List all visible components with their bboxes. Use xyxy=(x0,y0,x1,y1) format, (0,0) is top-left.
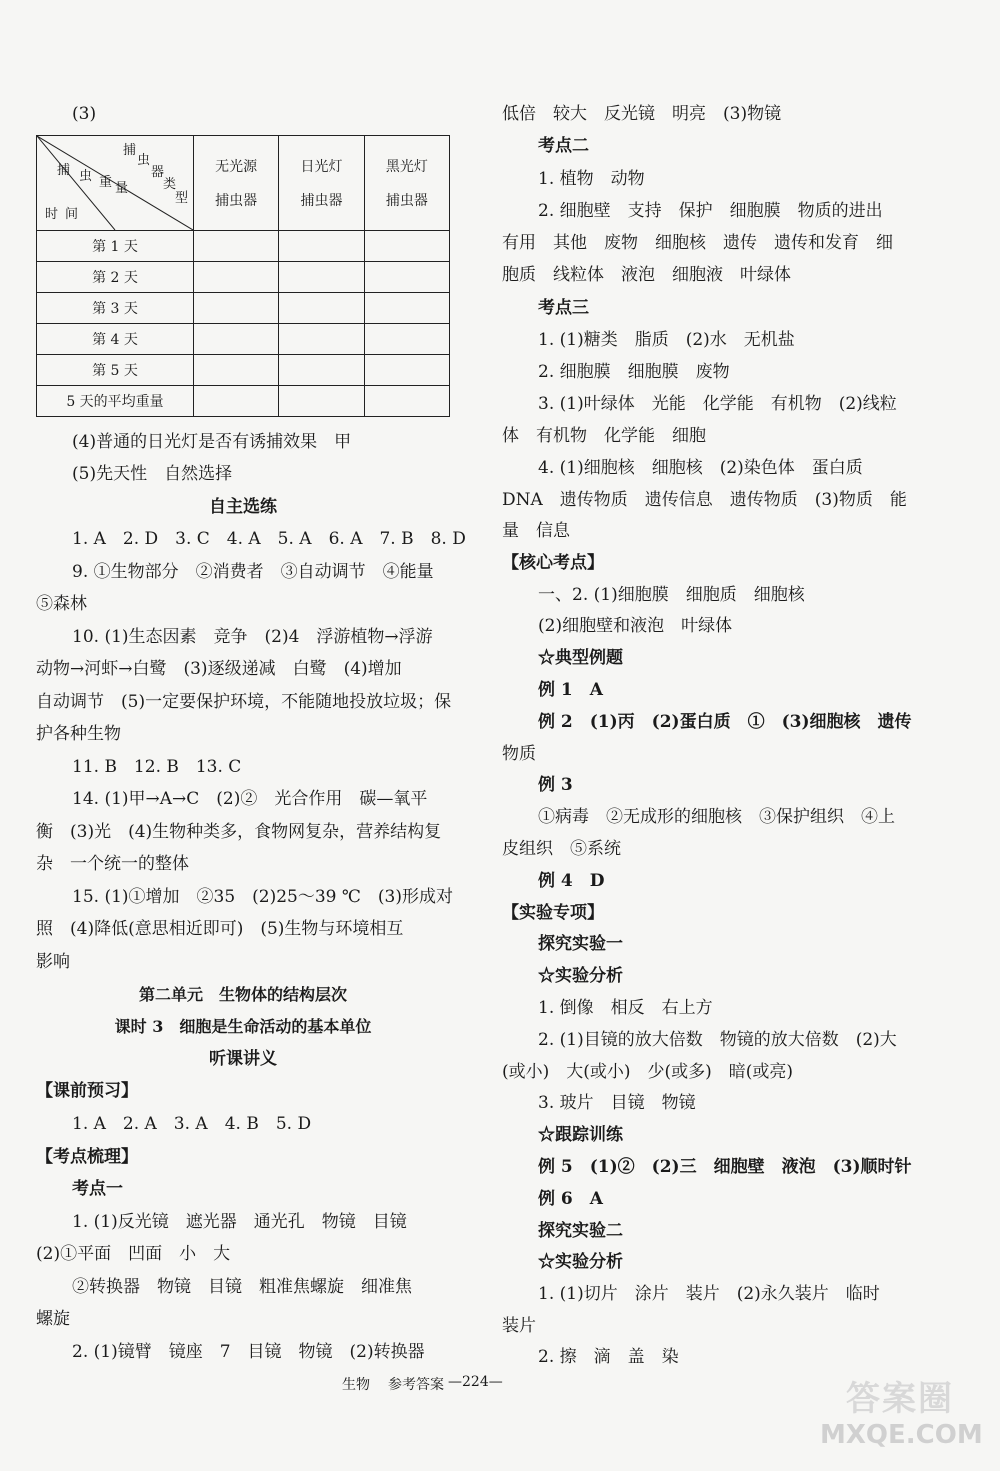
answer-line: 2. (1)目镜的放大倍数 物镜的放大倍数 (2)大 xyxy=(538,1030,897,1050)
answer-line: 皮组织 ⑤系统 xyxy=(502,839,621,859)
answer-line: DNA 遗传物质 遗传信息 遗传物质 (3)物质 能 xyxy=(502,490,907,510)
answer-line: 影响 xyxy=(36,952,70,972)
diag-label: 捕 xyxy=(123,143,137,158)
answer-line: 1. (1)切片 涂片 装片 (2)永久装片 临时 xyxy=(538,1284,880,1304)
answer-line: (4)普通的日光灯是否有诱捕效果 甲 xyxy=(72,432,352,452)
bracket-heading: 【核心考点】 xyxy=(502,553,604,573)
subheading: ☆典型例题 xyxy=(538,648,623,668)
answer-line: 装片 xyxy=(502,1316,536,1336)
answer-line: (2)细胞壁和液泡 叶绿体 xyxy=(538,616,733,636)
diag-label: 虫 xyxy=(137,153,151,168)
example-line: 例 4 D xyxy=(538,871,605,891)
subheading: ☆跟踪训练 xyxy=(538,1125,623,1145)
bracket-heading: 【实验专项】 xyxy=(502,903,604,923)
diag-label: 型 xyxy=(175,191,189,206)
table-row: 第 3 天 xyxy=(37,293,450,324)
answer-line: 螺旋 xyxy=(36,1309,70,1329)
example-line: 例 1 A xyxy=(538,680,603,700)
page-number: —224— xyxy=(448,1374,503,1390)
answer-line: (5)先天性 自然选择 xyxy=(72,464,233,484)
answer-line: 4. (1)细胞核 细胞核 (2)染色体 蛋白质 xyxy=(538,458,863,478)
lesson-heading: 课时 3 细胞是生命活动的基本单位 xyxy=(114,1017,372,1036)
answer-line: 9. ①生物部分 ②消费者 ③自动调节 ④能量 xyxy=(72,562,434,582)
diag-label: 器 xyxy=(151,165,165,180)
table-row: 第 5 天 xyxy=(37,355,450,386)
diag-label: 量 xyxy=(115,181,129,196)
subheading: 探究实验二 xyxy=(538,1221,623,1241)
table-row: 5 天的平均重量 xyxy=(37,386,450,417)
diagonal-header-cell xyxy=(37,136,194,231)
subheading: 考点一 xyxy=(72,1179,123,1199)
subheading: ☆实验分析 xyxy=(538,966,623,986)
answer-line: 11. B 12. B 13. C xyxy=(72,757,242,777)
watermark-url: MXQE.COM xyxy=(820,1420,983,1450)
answer-line: 14. (1)甲→A→C (2)② 光合作用 碳—氧平 xyxy=(72,789,428,809)
table-row: 第 2 天 xyxy=(37,262,450,293)
header-blacklight: 黑光灯 捕虫器 xyxy=(364,136,449,231)
answer-line: 衡 (3)光 (4)生物种类多，食物网复杂，营养结构复 xyxy=(36,822,442,842)
example-line: 例 6 A xyxy=(538,1189,603,1209)
answer-line: 2. 细胞膜 细胞膜 废物 xyxy=(538,362,730,382)
trap-data-table xyxy=(36,135,450,417)
diag-label: 间 xyxy=(65,207,79,222)
answer-line: 1. (1)糖类 脂质 (2)水 无机盐 xyxy=(538,330,795,350)
diag-label: 捕 xyxy=(57,163,71,178)
subheading: 考点二 xyxy=(538,136,589,156)
header-daylight: 日光灯 捕虫器 xyxy=(279,136,364,231)
diag-label: 类 xyxy=(163,177,177,192)
answer-line: 体 有机物 化学能 细胞 xyxy=(502,426,706,446)
section-heading: 听课讲义 xyxy=(209,1049,277,1069)
answer-line: ①病毒 ②无成形的细胞核 ③保护组织 ④上 xyxy=(538,807,895,827)
answer-line: 一、2. (1)细胞膜 细胞质 细胞核 xyxy=(538,585,805,605)
unit-heading: 第二单元 生物体的结构层次 xyxy=(138,985,347,1004)
example-line: 例 5 (1)② (2)三 细胞壁 液泡 (3)顺时针 xyxy=(538,1157,912,1177)
diag-label: 虫 xyxy=(79,169,93,184)
answer-line: 1. A 2. A 3. A 4. B 5. D xyxy=(72,1114,312,1134)
footer-section: 参考答案 xyxy=(388,1377,444,1393)
subheading: 探究实验一 xyxy=(538,934,623,954)
watermark-logo xyxy=(820,1371,983,1457)
answer-line: 动物→河虾→白鹭 (3)逐级递减 白鹭 (4)增加 xyxy=(36,659,402,679)
answer-line: 量 信息 xyxy=(502,521,570,541)
answer-line: 有用 其他 废物 细胞核 遗传 遗传和发育 细 xyxy=(502,233,893,253)
answer-line: 照 (4)降低(意思相近即可) (5)生物与环境相互 xyxy=(36,919,404,939)
subheading: 考点三 xyxy=(538,298,589,318)
answer-line: 2. (1)镜臂 镜座 7 目镜 物镜 (2)转换器 xyxy=(72,1342,425,1362)
subheading: ☆实验分析 xyxy=(538,1252,623,1272)
answer-line: 1. A 2. D 3. C 4. A 5. A 6. A 7. B 8. D xyxy=(72,529,466,549)
answer-line: 杂 一个统一的整体 xyxy=(36,854,189,874)
bracket-heading: 【考点梳理】 xyxy=(36,1147,138,1167)
header-no-light: 无光源 捕虫器 xyxy=(194,136,279,231)
answer-line: ②转换器 物镜 目镜 粗准焦螺旋 细准焦 xyxy=(72,1277,412,1297)
diag-label: 时 xyxy=(45,207,59,222)
answer-line: 物质 xyxy=(502,744,536,764)
answer-line: 护各种生物 xyxy=(36,724,121,744)
answer-line: 3. 玻片 目镜 物镜 xyxy=(538,1093,696,1113)
answer-line: 1. 植物 动物 xyxy=(538,169,645,189)
watermark-text: 答案圈 xyxy=(846,1379,954,1419)
answer-line: (或小) 大(或小) 少(或多) 暗(或亮) xyxy=(502,1062,794,1082)
answer-line: 低倍 较大 反光镜 明亮 (3)物镜 xyxy=(502,104,782,124)
diag-label: 重 xyxy=(99,175,113,190)
table-row: 第 1 天 xyxy=(37,231,450,262)
answer-line: 10. (1)生态因素 竞争 (2)4 浮游植物→浮游 xyxy=(72,627,433,647)
table-caption: (3) xyxy=(72,104,97,124)
bracket-heading: 【课前预习】 xyxy=(36,1081,138,1101)
example-line: 例 2 (1)丙 (2)蛋白质 ① (3)细胞核 遗传 xyxy=(538,712,912,732)
answer-line: 2. 细胞壁 支持 保护 细胞膜 物质的进出 xyxy=(538,201,883,221)
answer-line: 胞质 线粒体 液泡 细胞液 叶绿体 xyxy=(502,265,791,285)
answer-line: 1. 倒像 相反 右上方 xyxy=(538,998,713,1018)
table-row: 第 4 天 xyxy=(37,324,450,355)
section-heading: 自主选练 xyxy=(209,497,277,517)
footer-subject: 生物 xyxy=(342,1377,370,1393)
answer-line: 3. (1)叶绿体 光能 化学能 有机物 (2)线粒 xyxy=(538,394,897,414)
answer-line: 自动调节 (5)一定要保护环境，不能随地投放垃圾；保 xyxy=(36,692,452,712)
answer-line: (2)①平面 凹面 小 大 xyxy=(36,1244,231,1264)
answer-line: 1. (1)反光镜 遮光器 通光孔 物镜 目镜 xyxy=(72,1212,407,1232)
answer-line: 2. 擦 滴 盖 染 xyxy=(538,1347,679,1367)
example-line: 例 3 xyxy=(538,775,573,795)
answer-line: ⑤森林 xyxy=(36,594,87,614)
answer-line: 15. (1)①增加 ②35 (2)25～39 ℃ (3)形成对 xyxy=(72,887,453,907)
